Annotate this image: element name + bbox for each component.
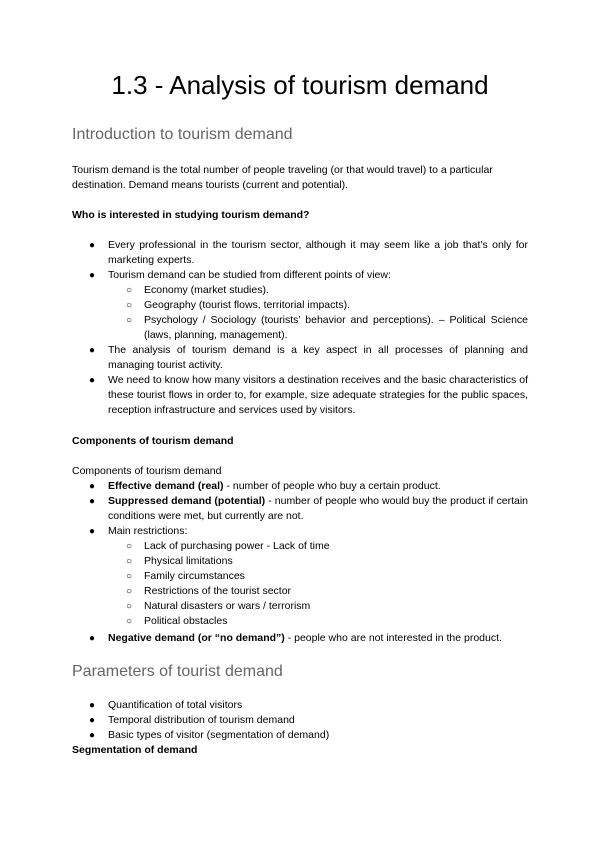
list-item: Physical limitations [144, 555, 233, 567]
intro-paragraph: Tourism demand is the total number of people traveling (or that would travel) to a particular destination. Demand means tourists (current and potential). [72, 164, 493, 191]
list-item: Tourism demand can be studied from different points of view: [108, 269, 391, 281]
bullet-icon: ● [89, 270, 96, 281]
bullet-icon: ● [89, 496, 96, 507]
list-item: Temporal distribution of tourism demand [108, 714, 295, 726]
segmentation-heading: Segmentation of demand [72, 744, 198, 756]
hollow-bullet-icon: ○ [126, 300, 133, 311]
hollow-bullet-icon: ○ [126, 285, 133, 296]
parameters-heading: Parameters of tourist demand [72, 663, 283, 680]
hollow-bullet-icon: ○ [126, 541, 133, 552]
page-title: 1.3 - Analysis of tourism demand [111, 70, 489, 100]
bullet-icon: ● [89, 240, 96, 251]
list-item: Main restrictions: [108, 525, 188, 537]
question-heading: Who is interested in studying tourism demand? [72, 209, 310, 221]
term: Negative demand (or “no demand”) [108, 632, 285, 644]
bullet-icon: ● [89, 715, 96, 726]
list-item: Natural disasters or wars / terrorism [144, 600, 311, 612]
bullet-icon: ● [89, 730, 96, 741]
list-item: We need to know how many visitors a destination receives and the basic characteristics of these tourist flows in order to, for example, size adequate strategies for the public spaces, reception infrastructure and services used by visitors. [108, 374, 528, 416]
list-item: Psychology / Sociology (tourists’ behavior and perceptions). – Political Science (laws, planning, management). [144, 314, 528, 341]
list-item: Lack of purchasing power - Lack of time [144, 540, 330, 552]
list-item: Family circumstances [144, 570, 245, 582]
list-item: The analysis of tourism demand is a key aspect in all processes of planning and managing tourist activity. [108, 344, 528, 371]
list-item: Every professional in the tourism sector, although it may seem like a job that’s only for marketing experts. [108, 239, 528, 266]
hollow-bullet-icon: ○ [126, 601, 133, 612]
hollow-bullet-icon: ○ [126, 556, 133, 567]
list-item: Quantification of total visitors [108, 699, 243, 711]
list-item: Restrictions of the tourist sector [144, 585, 292, 597]
term: Effective demand (real) [108, 480, 224, 492]
bullet-icon: ● [89, 481, 96, 492]
list-item [108, 631, 528, 646]
list-item: Economy (market studies). [144, 284, 269, 296]
list-item [108, 494, 528, 524]
hollow-bullet-icon: ○ [126, 571, 133, 582]
components-heading: Components of tourism demand [72, 435, 234, 447]
hollow-bullet-icon: ○ [126, 616, 133, 627]
list-item [108, 479, 528, 494]
definition: - number of people who would buy the product if certain conditions were met, but currently are not. [108, 495, 528, 522]
hollow-bullet-icon: ○ [126, 586, 133, 597]
list-item: Political obstacles [144, 615, 228, 627]
bullet-icon: ● [89, 345, 96, 356]
definition: - people who are not interested in the product. [284, 632, 502, 644]
intro-heading: Introduction to tourism demand [72, 126, 293, 143]
term: Suppressed demand (potential) [108, 495, 266, 507]
bullet-icon: ● [89, 633, 96, 644]
hollow-bullet-icon: ○ [126, 315, 133, 326]
bullet-icon: ● [89, 700, 96, 711]
definition: - number of people who buy a certain product. [223, 480, 441, 492]
components-intro: Components of tourism demand [72, 465, 222, 477]
bullet-icon: ● [89, 526, 96, 537]
list-item: Basic types of visitor (segmentation of demand) [108, 729, 330, 741]
list-item: Geography (tourist flows, territorial impacts). [144, 299, 350, 311]
bullet-icon: ● [89, 375, 96, 386]
